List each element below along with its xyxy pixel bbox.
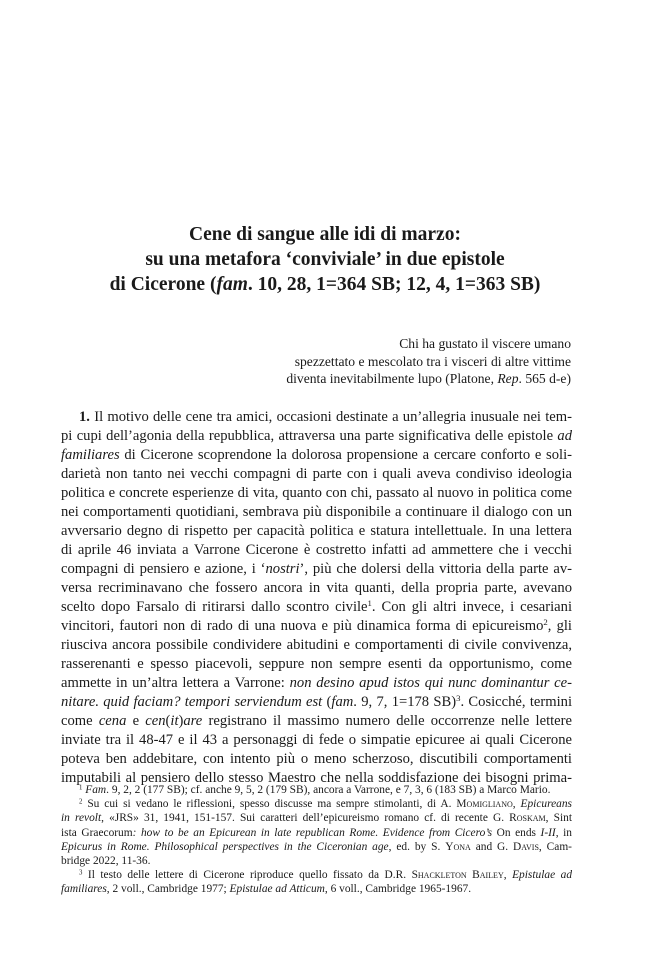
title-line-1: Cene di sangue alle idi di marzo: <box>189 224 461 245</box>
title-line-3: di Cicerone (fam. 10, 28, 1=364 SB; 12, 4, 1=363 SB) <box>109 274 541 295</box>
footnotes <box>61 783 572 897</box>
epigraph-line-3: diventa inevitabilmente lupo (Platone, Rep. 565 d-e) <box>286 371 571 386</box>
article-title <box>80 222 570 297</box>
body-line: familiares di Cicerone scoprendone la dolorosa propensione a cercare conforto e soli- <box>61 447 572 463</box>
title-line-2: su una metafora ‘conviviale’ in due epistole <box>145 249 505 270</box>
body-line: ammette in un’altra lettera a Varrone: non desino apud istos qui nunc dominantur ce- <box>61 675 572 691</box>
body-line: avversario degno di rispetto per capacità politica e statura intellettuale. In una lettera <box>61 523 572 539</box>
body-line: come cena e cen(it)are registrano il massimo numero delle occorrenze nelle lettere <box>61 713 572 729</box>
footnote-ref-2[interactable]: 2 <box>543 617 548 628</box>
footnote-2-cont: in revolt, «JRS» 31, 1941, 151-157. Sui caratteri dell’epicureismo romano cf. di recente G. Roskam, Sint <box>61 812 572 825</box>
body-line: nei comportamenti quotidiani, sembrava più disponibile a continuare il dialogo con un <box>61 504 572 520</box>
body-line: vincitori, fautori non di rado di una nuova e più dinamica forma di epicureismo$^2$, gli <box>61 617 572 634</box>
footnote-2-cont: bridge 2022, 11-36. <box>61 855 151 868</box>
body-line: 1. Il motivo delle cene tra amici, occasioni destinate a un’allegria inusuale nei tem- <box>79 409 572 425</box>
footnote-2: $^2$ Su cui si vedano le riflessioni, spesso discusse ma sempre stimolanti, di A. Momigliano, Epicureans <box>79 798 572 811</box>
footnote-2-cont: Epicurus in Rome. Philosophical perspectives in the Ciceronian age, ed. by S. Yona and G. Davis, Cam- <box>61 840 572 853</box>
epigraph <box>151 335 571 388</box>
body-line: inviate tra il 48-47 e il 43 a personaggi di fede o simpatie epicuree ai quali Cicerone <box>61 732 572 748</box>
body-line: poteva ben addebitare, con intento più o meno scherzoso, discutibili comportamenti <box>61 751 572 767</box>
body-line: nitare. quid faciam? tempori serviendum est (fam. 9, 7, 1=178 SB)$^3$. Cosicché, termini <box>61 693 572 710</box>
footnote-3: $^3$ Il testo delle lettere di Cicerone riproduce quello fissato da D.R. Shackleton Bailey, Epistulae ad <box>79 869 572 882</box>
epigraph-line-2: spezzettato e mescolato tra i visceri di altre vittime <box>294 353 571 369</box>
body-line: di aprile 46 inviata a Varrone Cicerone è costretto infatti ad ammettere che i vecchi <box>61 542 572 558</box>
footnote-3-cont: familiares, 2 voll., Cambridge 1977; Epistulae ad Atticum, 6 voll., Cambridge 1965-1967. <box>61 883 472 896</box>
body-line: compagni di pensiero e azione, i ‘nostri’, più che dolersi della vittoria della parte av- <box>61 561 572 577</box>
body-line: imputabili al pensiero dello stesso Maestro che nella soddisfazione dei bisogni prima- <box>61 770 572 786</box>
body-line: scelto dopo Farsalo di ritirarsi dallo scontro civile$^1$. Con gli altri invece, i cesariani <box>61 598 572 615</box>
body-paragraph <box>61 408 572 788</box>
body-line: politica e concrete esperienze di vita, quanto con chi, passato al nuovo in politica come <box>61 485 572 501</box>
footnote-1: $^1$ Fam. 9, 2, 2 (177 SB); cf. anche 9, 5, 2 (179 SB), ancora a Varrone, e 7, 3, 6 (183 SB) a Marco Mario. <box>79 784 551 796</box>
body-line: darietà non tanto nei vecchi compagni di parte con i quali aveva condiviso ideologia <box>61 466 572 482</box>
footnote-ref-1[interactable]: 1 <box>367 598 372 609</box>
body-line: riusciva ancora possibile condividere abitudini e comportamenti di civile convivenza, <box>61 637 572 653</box>
body-line: versa recriminavano che fossero ancora in vita quanti, della propria parte, avevano <box>61 580 572 596</box>
epigraph-line-1: Chi ha gustato il viscere umano <box>399 336 571 351</box>
footnote-2-cont: ista Graecorum: how to be an Epicurean in late republican Rome. Evidence from Cicero’s On ends I-II, in <box>61 826 572 839</box>
body-line: rasserenanti e spesso piacevoli, seppure non sempre esenti da opportunismo, come <box>61 656 572 672</box>
footnote-ref-3[interactable]: 3 <box>456 693 461 704</box>
body-line: pi cupi dell’agonia della repubblica, attraversa una parte significativa delle epistole ad <box>61 428 572 444</box>
